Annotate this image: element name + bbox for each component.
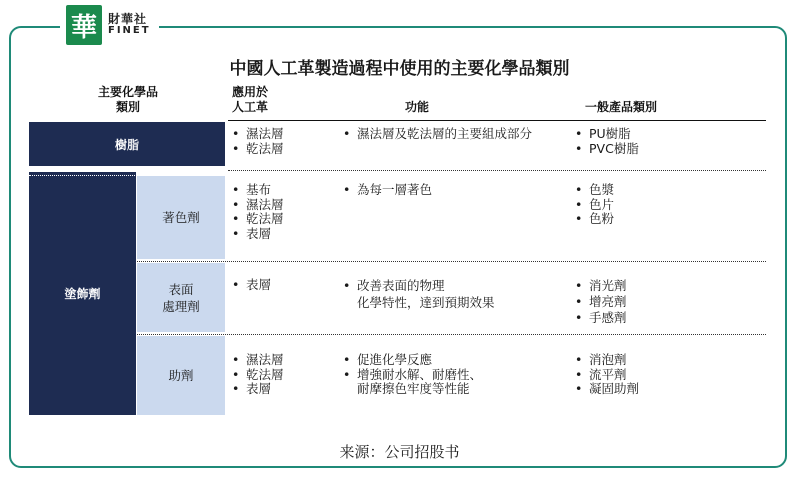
list-item: • 濕法層	[232, 127, 284, 142]
colorant-products	[575, 183, 614, 227]
sub-cell-surface-treatment	[137, 263, 225, 332]
list-item: • 改善表面的物理	[343, 278, 495, 295]
row-divider	[137, 261, 766, 262]
sub-cell-colorant	[137, 176, 225, 259]
list-item: • 乾法層	[232, 368, 284, 383]
page-title: 中國人工革製造過程中使用的主要化學品類別	[229, 59, 570, 79]
auxiliary-function	[343, 353, 482, 397]
finet-logo	[60, 4, 159, 46]
list-item: • 促進化學反應	[343, 353, 482, 368]
surface-used-in	[232, 278, 271, 293]
surface-function	[343, 278, 495, 311]
source-note: 来源：公司招股书	[339, 443, 460, 461]
list-item: • 基布	[232, 183, 284, 198]
list-item: • 增強耐水解、耐磨性、	[343, 368, 482, 383]
list-item: • 增亮劑	[575, 294, 627, 310]
list-item: • 濕法層	[232, 353, 284, 368]
surface-products	[575, 278, 627, 326]
header-category-line1: 主要化學品	[97, 85, 158, 99]
list-item: • 色漿	[575, 183, 614, 198]
resin-category-cell	[29, 122, 225, 166]
logo-en: FINET	[108, 25, 151, 36]
list-item-continuation: 耐摩擦色牢度等性能	[357, 381, 470, 396]
list-item: • 濕法層	[232, 198, 284, 213]
list-item: • 乾法層	[232, 142, 284, 157]
colorant-function	[343, 183, 432, 198]
header-used-in	[232, 85, 268, 115]
resin-products	[575, 127, 639, 156]
finishing-category-cell	[29, 172, 136, 415]
list-item: • 表層	[232, 227, 284, 242]
list-item: • 色片	[575, 198, 614, 213]
logo-cn: 財華社	[108, 12, 148, 26]
header-used-in-line1: 應用於	[232, 85, 269, 99]
sub-cell-auxiliary	[137, 336, 225, 415]
resin-function	[343, 127, 532, 142]
sub-label-surface-line2: 處理劑	[162, 298, 200, 314]
list-item: • 表層	[232, 278, 271, 293]
list-item: • 消泡劑	[575, 353, 639, 368]
list-item: • 消光劑	[575, 278, 627, 294]
list-item: • 凝固助劑	[575, 382, 639, 397]
resin-used-in	[232, 127, 284, 156]
logo-mark: 華	[66, 5, 102, 45]
header-category-line2: 類別	[115, 100, 140, 114]
sub-label-surface-line1: 表面	[168, 281, 194, 297]
list-item: • 表層	[232, 382, 284, 397]
row-divider	[228, 170, 766, 171]
list-item: • 濕法層及乾法層的主要組成部分	[343, 127, 532, 142]
header-category	[83, 85, 173, 115]
sub-label-auxiliary: 助劑	[168, 368, 194, 383]
list-item-continuation: 化學特性，達到預期效果	[357, 294, 495, 310]
auxiliary-used-in	[232, 353, 284, 397]
list-item: • 為每一層著色	[343, 183, 432, 198]
list-item: • 色粉	[575, 212, 614, 227]
finishing-label: 塗飾劑	[64, 287, 101, 301]
logo-text	[108, 13, 151, 37]
list-item: • 手感劑	[575, 310, 627, 326]
header-product: 一般產品類別	[585, 100, 658, 114]
header-function: 功能	[405, 100, 430, 114]
list-item: • PVC樹脂	[575, 142, 639, 157]
list-item: • 乾法層	[232, 212, 284, 227]
resin-label: 樹脂	[114, 137, 139, 152]
colorant-used-in	[232, 183, 284, 241]
sub-label-colorant: 著色劑	[162, 210, 200, 225]
list-item: • PU樹脂	[575, 127, 639, 142]
header-rule	[228, 120, 766, 121]
auxiliary-products	[575, 353, 639, 397]
header-used-in-line2: 人工革	[232, 100, 269, 114]
row-divider	[137, 334, 766, 335]
list-item: • 流平劑	[575, 368, 639, 383]
